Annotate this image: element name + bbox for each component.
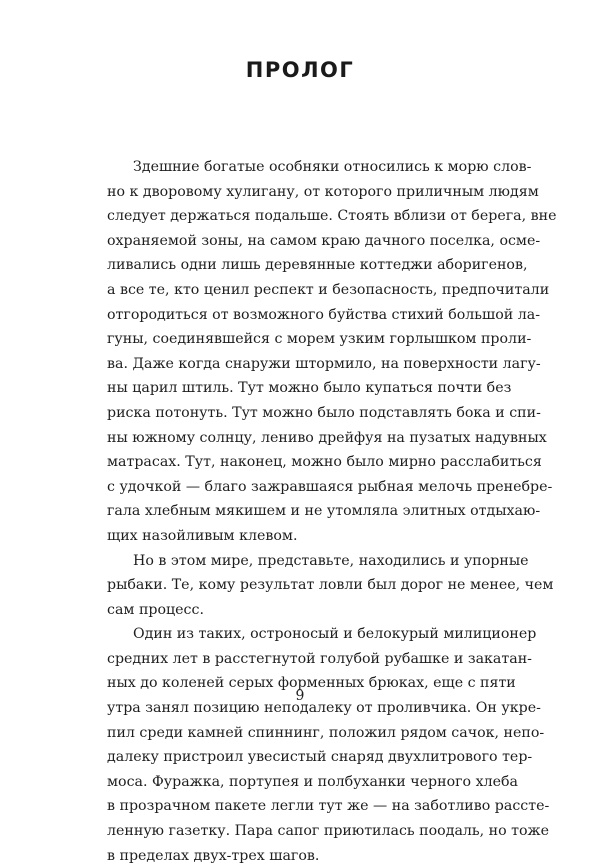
text-line: с удочкой — благо зажравшаяся рыбная мелочь пренебре- [107,478,553,495]
text-line: в прозрачном пакете легли тут же — на заботливо рассте- [107,798,550,815]
text-line: охраняемой зоны, на самом краю дачного поселка, осме- [107,232,541,249]
text-line: следует держаться подальше. Стоять вблизи от берега, вне [107,208,557,225]
text-line: ных до коленей серых форменных брюках, еще с пяти [107,675,516,692]
paragraph-2 [107,549,554,623]
text-line: Один из таких, остроносый и белокурый милиционер [133,626,537,643]
text-line: утра занял позицию неподалеку от проливчика. Он укре- [107,700,541,717]
text-line: моса. Фуражка, портупея и полбуханки черного хлеба [107,773,519,790]
text-line: риска потонуть. Тут можно было подставлять бока и спи- [107,404,541,421]
text-line: средних лет в расстегнутой голубой рубашке и закатан- [107,650,532,667]
text-line: ны царил штиль. Тут можно было купаться почти без [107,380,512,397]
text-line: ливались одни лишь деревянные коттеджи аборигенов, [107,257,528,274]
text-line: ва. Даже когда снаружи штормило, на поверхности лагу- [107,355,541,372]
text-line: ны южному солнцу, лениво дрейфуя на пузатых надувных [107,429,547,446]
text-line: далеку пристроил увесистый снаряд двухлитрового тер- [107,749,533,766]
body-text [107,155,557,868]
text-line: гала хлебным мякишем и не утомляла элитных отдыхаю- [107,503,541,520]
text-line: матрасах. Тут, наконец, можно было мирно расслабиться [107,454,542,471]
text-line: Здешние богатые особняки относились к морю слов- [133,159,532,175]
text-line: рыбаки. Те, кому результат ловли был дорог не менее, чем [107,577,554,594]
text-line: сам процесс. [107,601,204,618]
text-line: ленную газетку. Пара сапог приютилась поодаль, но тоже [107,823,550,840]
text-line: в пределах двух-трех шагов. [107,847,320,864]
text-line: но к дворовому хулигану, от которого приличным людям [107,183,539,200]
text-line: а все те, кто ценил респект и безопасность, предпочитали [107,281,550,298]
chapter-title: ПРОЛОГ [245,58,355,82]
paragraph-1 [107,155,557,549]
text-line: щих назойливым клевом. [107,527,298,544]
paragraph-3 [107,622,550,868]
text-line: пил среди камней спиннинг, положил рядом сачок, непо- [107,724,545,741]
text-line: отгородиться от возможного буйства стихий большой ла- [107,306,540,323]
text-line: гуны, соединявшейся с морем узким горлышком проли- [107,331,532,348]
page-number: 9 [295,688,305,704]
text-line: Но в этом мире, представьте, находились и упорные [133,552,529,569]
